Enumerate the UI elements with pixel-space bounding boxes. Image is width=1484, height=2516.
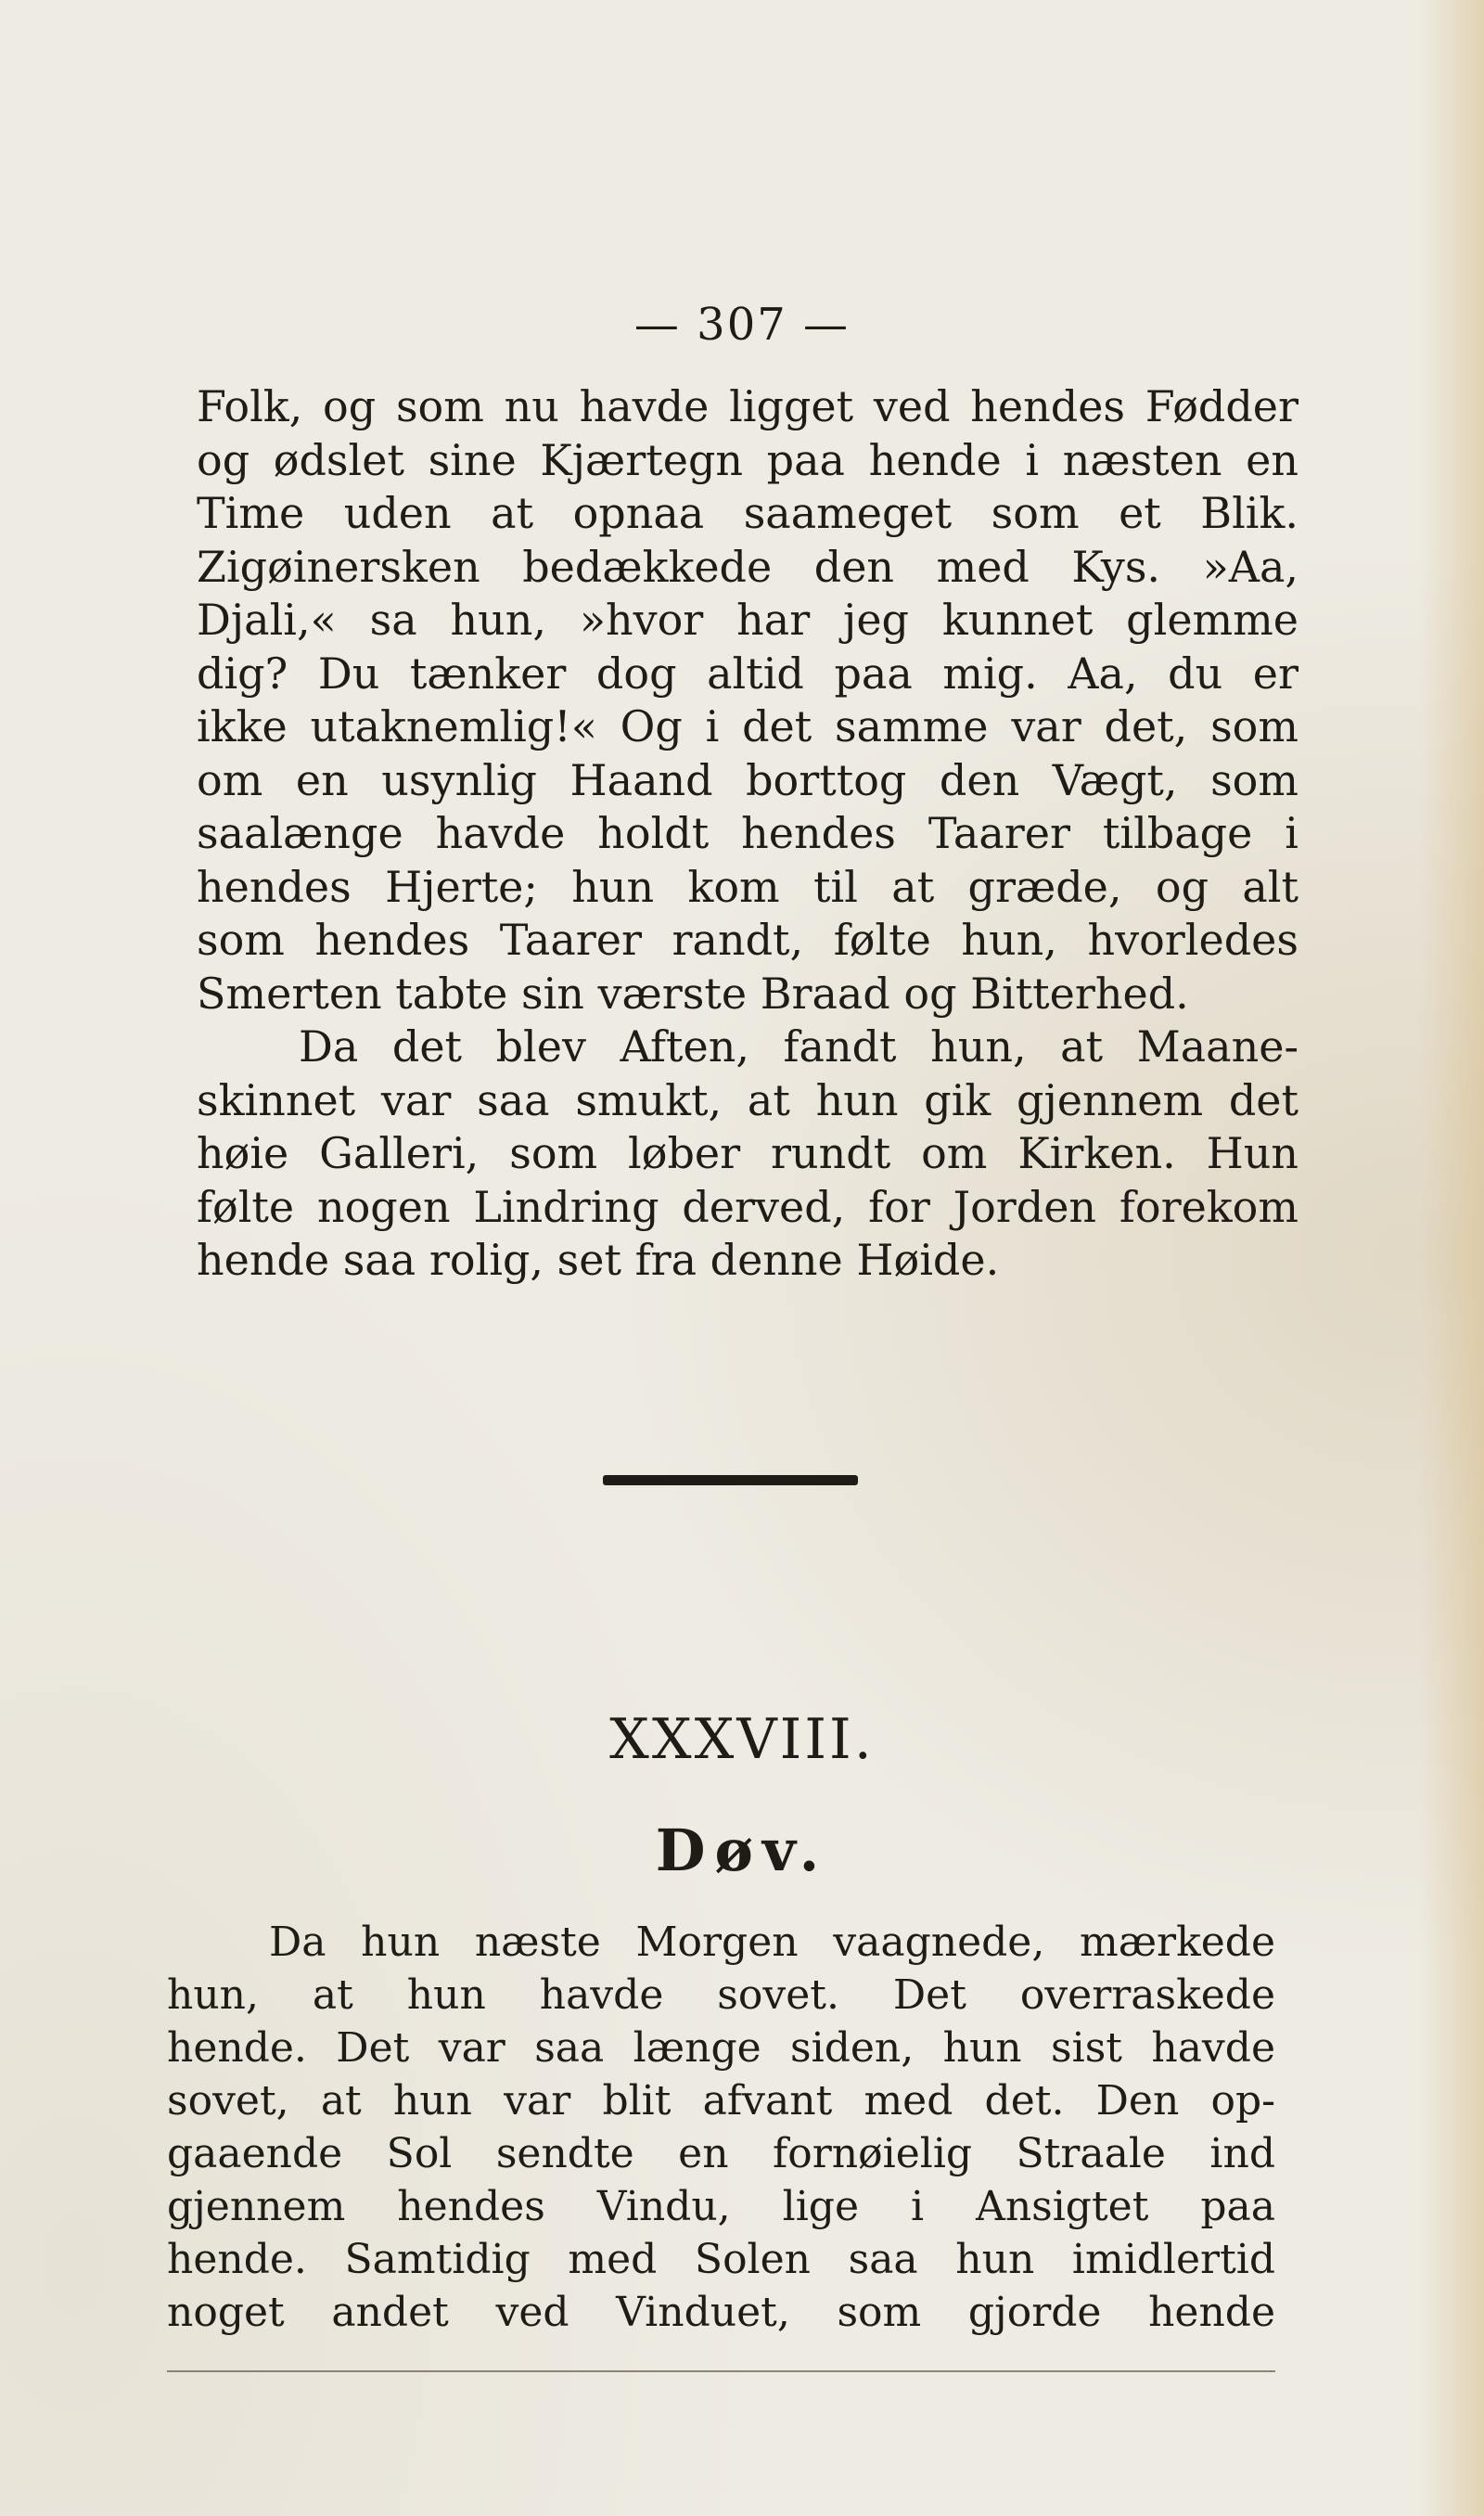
text-line: følte nogen Lindring derved, for Jorden forekom bbox=[197, 1181, 1298, 1232]
text-line: og ødslet sine Kjærtegn paa hende i næsten en bbox=[197, 434, 1298, 485]
text-line: Time uden at opnaa saameget som et Blik. bbox=[197, 488, 1298, 538]
text-line: dig? Du tænker dog altid paa mig. Aa, du er bbox=[197, 648, 1298, 699]
text-line: saalænge havde holdt hendes Taarer tilbage i bbox=[197, 808, 1298, 858]
text-line: Da det blev Aften, fandt hun, at Maane- bbox=[299, 1021, 1298, 1072]
text-line: hende. Det var saa længe siden, hun sist havde bbox=[167, 2024, 1275, 2072]
text-line: ikke utaknemlig!« Og i det samme var det, som bbox=[197, 701, 1298, 751]
text-line: høie Galleri, som løber rundt om Kirken. Hun bbox=[197, 1128, 1298, 1178]
text-line: gaaende Sol sendte en fornøielig Straale ind bbox=[167, 2130, 1275, 2177]
page-number: — 307 — bbox=[633, 299, 851, 351]
text-block-continued bbox=[197, 380, 1298, 1288]
chapter-title: Døv. bbox=[655, 1816, 829, 1884]
text-line: Da hun næste Morgen vaagnede, mærkede bbox=[269, 1919, 1275, 1966]
text-line: om en usynlig Haand borttog den Vægt, som bbox=[197, 754, 1298, 805]
text-line: sovet, at hun var blit afvant med det. Den op- bbox=[167, 2077, 1275, 2124]
text-line: hende saa rolig, set fra denne Høide. bbox=[197, 1235, 1000, 1285]
text-line: hende. Samtidig med Solen saa hun imidlertid bbox=[167, 2236, 1275, 2283]
chapter-number: XXXVIII. bbox=[609, 1707, 875, 1772]
bottom-rule bbox=[167, 2370, 1275, 2372]
text-line: hun, at hun havde sovet. Det overraskede bbox=[167, 1971, 1275, 2019]
text-block-chapter bbox=[167, 1916, 1275, 2339]
text-line: Smerten tabte sin værste Braad og Bitterhed. bbox=[197, 968, 1189, 1019]
text-line: noget andet ved Vinduet, som gjorde hende bbox=[167, 2289, 1275, 2336]
text-line: Zigøinersken bedækkede den med Kys. »Aa, bbox=[197, 541, 1298, 592]
text-line: skinnet var saa smukt, at hun gik gjennem det bbox=[197, 1074, 1298, 1125]
section-divider bbox=[603, 1475, 858, 1485]
text-line: hendes Hjerte; hun kom til at græde, og alt bbox=[197, 861, 1298, 912]
text-line: Djali,« sa hun, »hvor har jeg kunnet glemme bbox=[197, 595, 1298, 645]
text-line: Folk, og som nu havde ligget ved hendes Fødder bbox=[197, 381, 1298, 431]
text-line: som hendes Taarer randt, følte hun, hvorledes bbox=[197, 915, 1298, 965]
text-line: gjennem hendes Vindu, lige i Ansigtet paa bbox=[167, 2183, 1275, 2230]
page-edge-shading bbox=[1419, 0, 1484, 2516]
